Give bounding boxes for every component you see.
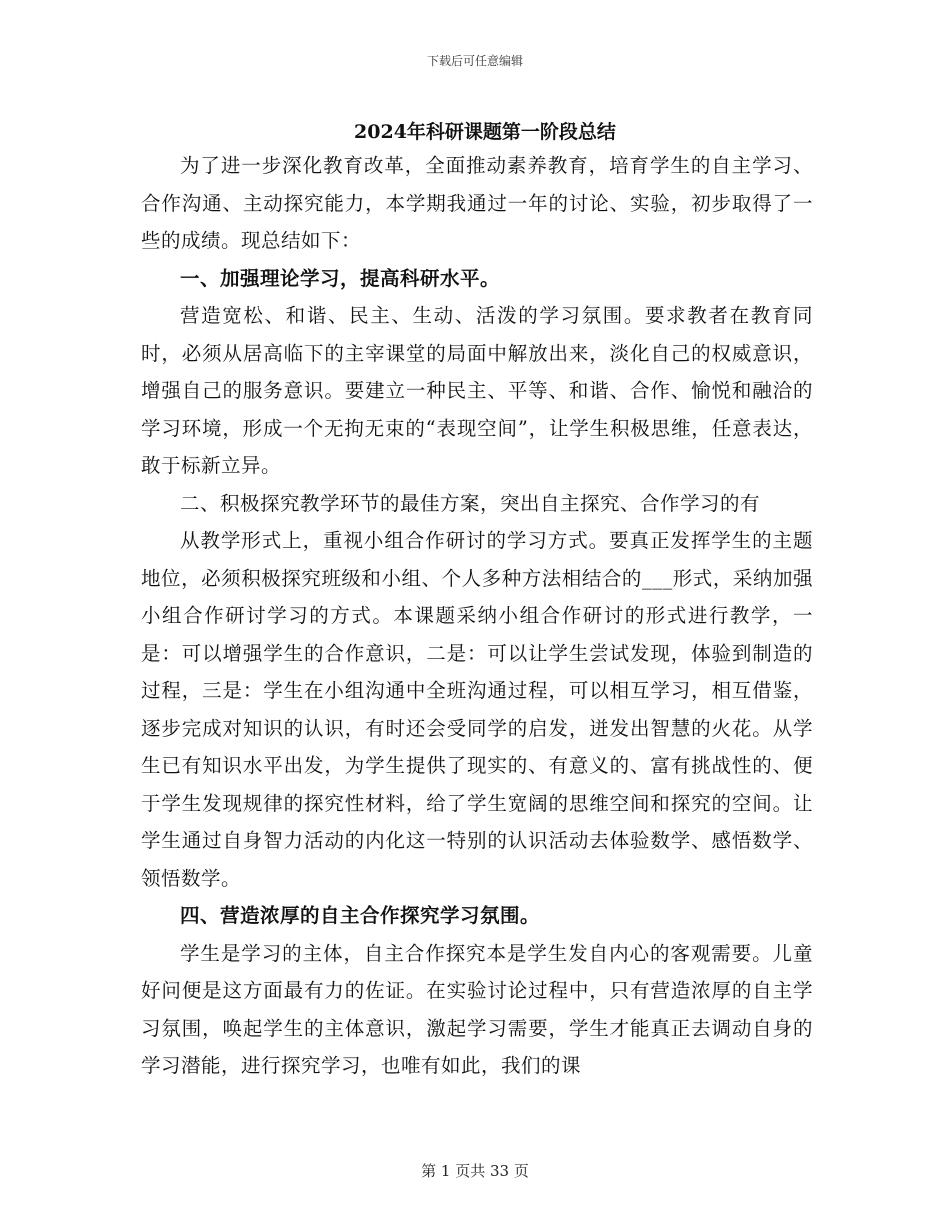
document-title: 2024年科研课题第一阶段总结 (354, 121, 616, 143)
section-heading-4: 四、营造浓厚的自主合作探究学习氛围。 (180, 904, 541, 927)
paragraph-intro: 为了进一步深化教育改革，全面推动素养教育，培育学生的自主学习、合作沟通、主动探究能力，本学期我通过一年的讨论、实验，初步取得了一些的成绩。现总结如下： (141, 154, 813, 252)
section-heading-1: 一、加强理论学习，提高科研水平。 (180, 266, 501, 290)
page-number-footer: 第 1 页共 33 页 (421, 1162, 529, 1180)
paragraph-section-4: 学生是学习的主体，自主合作探究本是学生发自内心的客观需要。儿童好问便是这方面最有力的佐证。在实验讨论过程中，只有营造浓厚的自主学习氛围，唤起学生的主体意识，激起学习需要，学生才能真正去调动自身的学习潜能，进行探究学习，也唯有如此，我们的课 (141, 941, 813, 1077)
paragraph-section-1: 营造宽松、和谐、民主、生动、活泼的学习氛围。要求教者在教育同时，必须从居高临下的主宰课堂的局面中解放出来，淡化自己的权威意识，增强自己的服务意识。要建立一种民主、平等、和谐、合作、愉悦和融洽的学习环境，形成一个无拘无束的“表现空间”，让学生积极思维，任意表达，敢于标新立异。 (141, 304, 813, 477)
document-body (141, 147, 813, 1085)
section-heading-2: 二、积极探究教学环节的最佳方案，突出自主探究、合作学习的有 (180, 491, 761, 515)
paragraph-section-2: 从教学形式上，重视小组合作研讨的学习方式。要真正发挥学生的主题地位，必须积极探究班级和小组、个人多种方法相结合的___形式，采纳加强小组合作研讨学习的方式。本课题采纳小组合作研讨的形式进行教学，一是：可以增强学生的合作意识，二是：可以让学生尝试发现，体验到制造的过程，三是：学生在小组沟通中全班沟通过程，可以相互学习，相互借鉴，逐步完成对知识的认识，有时还会受同学的启发，迸发出智慧的火花。从学生已有知识水平出发，为学生提供了现实的、有意义的、富有挑战性的、便于学生发现规律的探究性材料，给了学生宽阔的思维空间和探究的空间。让学生通过自身智力活动的内化这一特别的认识活动去体验数学、感悟数学、领悟数学。 (141, 529, 813, 890)
page-header-note: 下载后可任意编辑 (426, 54, 523, 68)
